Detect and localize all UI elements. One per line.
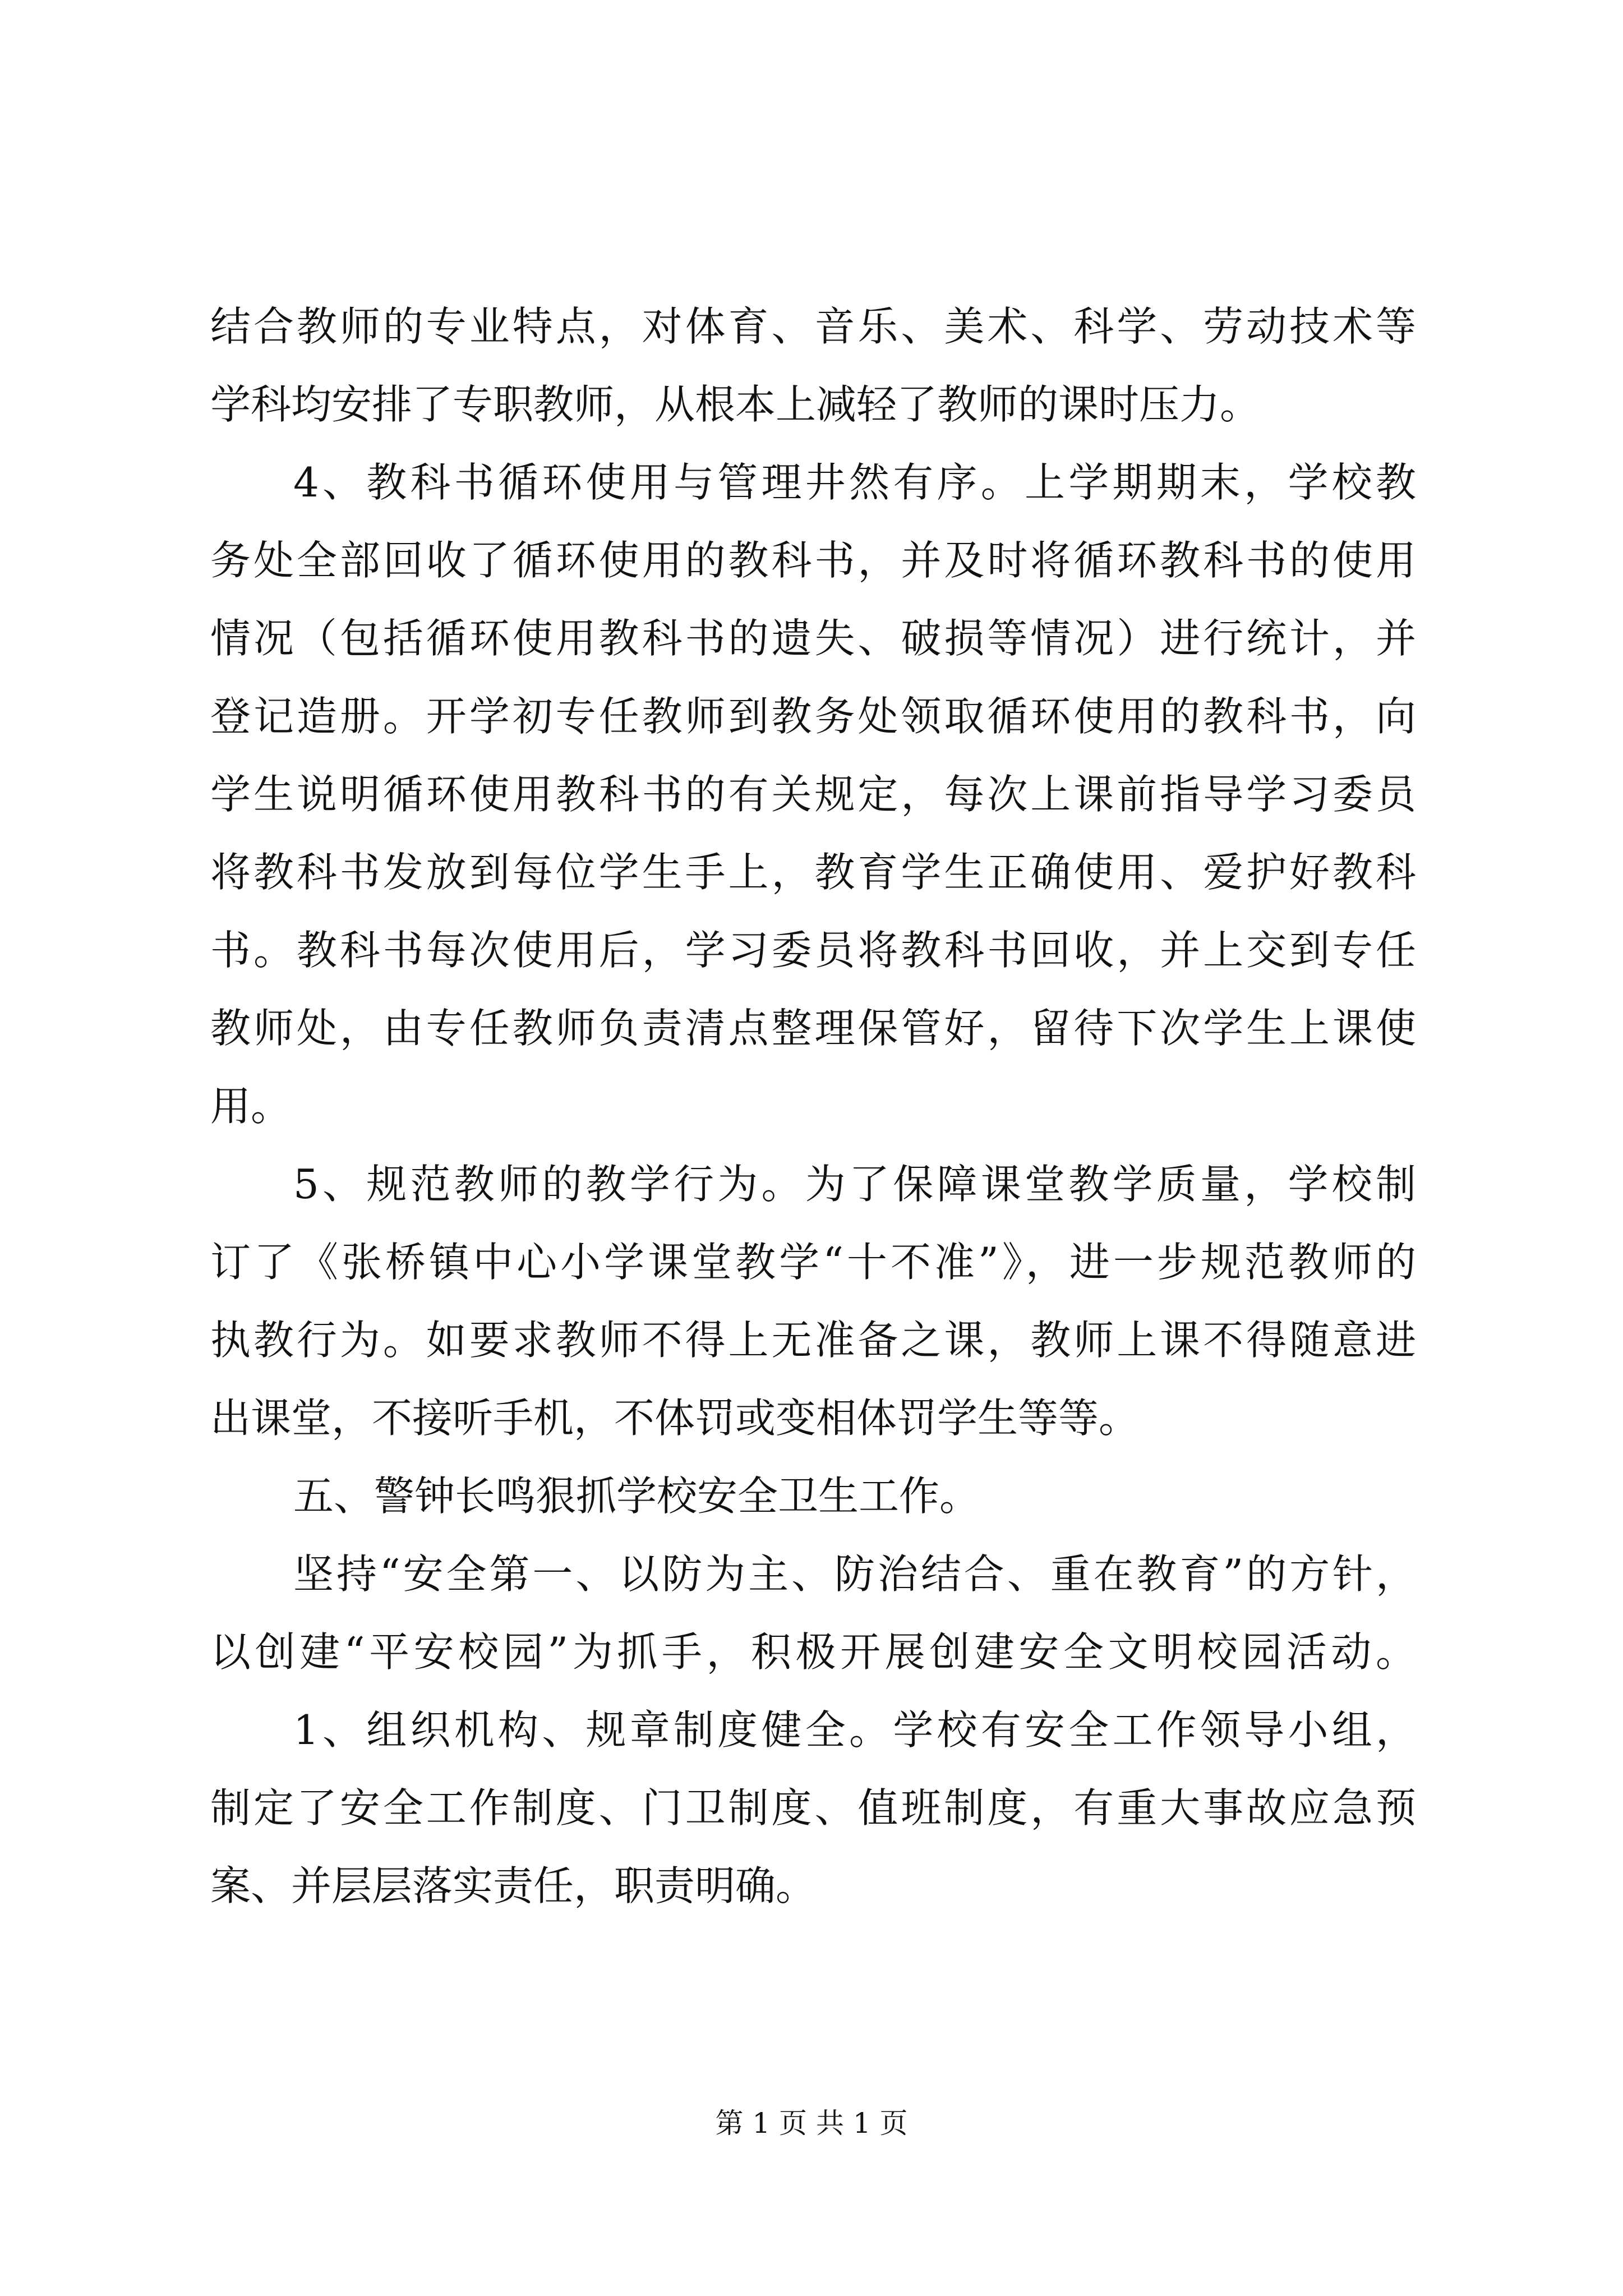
text-line: 学生说明循环使用教科书的有关规定，每次上课前指导学习委员: [210, 771, 1416, 818]
text-line: 结合教师的专业特点，对体育、音乐、美术、科学、劳动技术等: [210, 303, 1416, 350]
text-line: 以创建“平安校园”为抓手，积极开展创建安全文明校园活动。: [210, 1628, 1416, 1676]
text-line: 学科均安排了专职教师，从根本上减轻了教师的课时压力。: [210, 381, 1261, 428]
text-line: 制定了安全工作制度、门卫制度、值班制度，有重大事故应急预: [210, 1784, 1416, 1832]
text-line: 执教行为。如要求教师不得上无准备之课，教师上课不得随意进: [210, 1317, 1416, 1364]
text-line: 4、教科书循环使用与管理井然有序。上学期期末，学校教: [293, 459, 1416, 506]
text-line: 教师处，由专任教师负责清点整理保管好，留待下次学生上课使: [210, 1005, 1416, 1052]
text-line: 用。: [210, 1083, 292, 1130]
text-line: 书。教科书每次使用后，学习委员将教科书回收，并上交到专任: [210, 927, 1416, 974]
text-line: 订了《张桥镇中心小学课堂教学“十不准”》，进一步规范教师的: [210, 1239, 1416, 1286]
text-line: 将教科书发放到每位学生手上，教育学生正确使用、爱护好教科: [210, 849, 1416, 896]
page-footer: [0, 2104, 1623, 2143]
text-line: 出课堂，不接听手机，不体罚或变相体罚学生等等。: [210, 1395, 1140, 1442]
text-line: 1、组织机构、规章制度健全。学校有安全工作领导小组，: [293, 1706, 1416, 1754]
document-body: [210, 288, 1416, 1925]
text-line: 5、规范教师的教学行为。为了保障课堂教学质量，学校制: [293, 1161, 1416, 1208]
text-line: 情况（包括循环使用教科书的遗失、破损等情况）进行统计，并: [210, 615, 1416, 662]
text-line: 案、并层层落实责任，职责明确。: [210, 1862, 817, 1910]
text-line: 坚持“安全第一、以防为主、防治结合、重在教育”的方针，: [293, 1550, 1416, 1598]
page-number: 第 1 页 共 1 页: [715, 2107, 908, 2139]
section-heading: 五、警钟长鸣狠抓学校安全卫生工作。: [293, 1473, 980, 1520]
text-line: 务处全部回收了循环使用的教科书，并及时将循环教科书的使用: [210, 537, 1416, 584]
text-line: 登记造册。开学初专任教师到教务处领取循环使用的教科书，向: [210, 693, 1416, 740]
